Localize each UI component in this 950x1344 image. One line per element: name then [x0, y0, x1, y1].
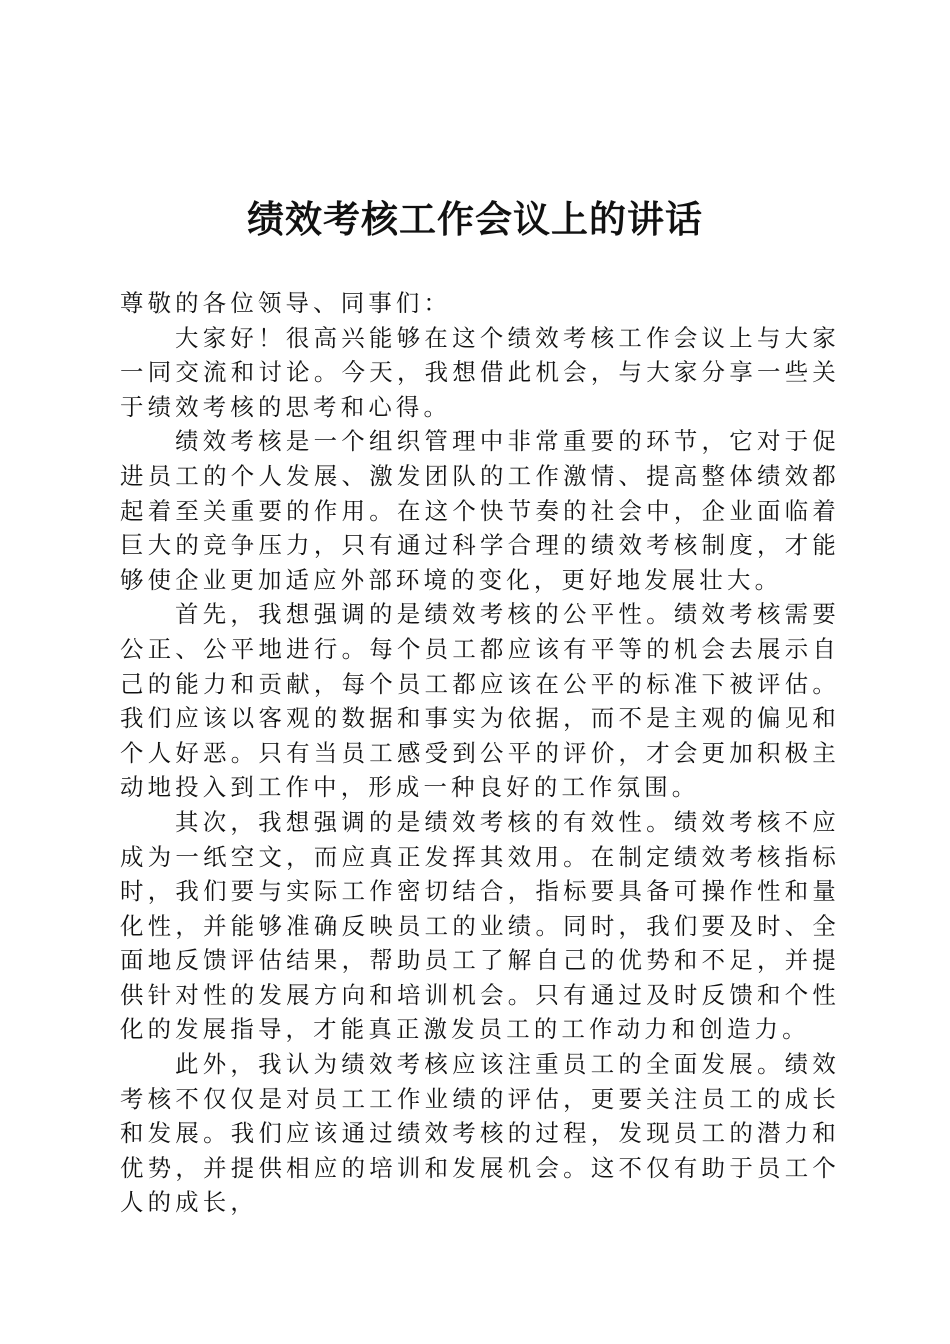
paragraph-1: 大家好！很高兴能够在这个绩效考核工作会议上与大家一同交流和讨论。今天，我想借此机会，与大家分享一些关于绩效考核的思考和心得。	[120, 323, 840, 421]
salutation: 尊敬的各位领导、同事们：	[120, 289, 452, 317]
document-body	[120, 286, 840, 1220]
paragraph-4: 其次，我想强调的是绩效考核的有效性。绩效考核不应成为一纸空文，而应真正发挥其效用。在制定绩效考核指标时，我们要与实际工作密切结合，指标要具备可操作性和量化性，并能够准确反映员工的业绩。同时，我们要及时、全面地反馈评估结果，帮助员工了解自己的优势和不足，并提供针对性的发展方向和培训机会。只有通过及时反馈和个性化的发展指导，才能真正激发员工的工作动力和创造力。	[120, 807, 840, 1044]
paragraph-5: 此外，我认为绩效考核应该注重员工的全面发展。绩效考核不仅仅是对员工工作业绩的评估，更要关注员工的成长和发展。我们应该通过绩效考核的过程，发现员工的潜力和优势，并提供相应的培训和发展机会。这不仅有助于员工个人的成长，	[120, 1050, 840, 1217]
paragraph-3: 首先，我想强调的是绩效考核的公平性。绩效考核需要公正、公平地进行。每个员工都应该有平等的机会去展示自己的能力和贡献，每个员工都应该在公平的标准下被评估。我们应该以客观的数据和事实为依据，而不是主观的偏见和个人好恶。只有当员工感受到公平的评价，才会更加积极主动地投入到工作中，形成一种良好的工作氛围。	[120, 600, 840, 802]
paragraph-2: 绩效考核是一个组织管理中非常重要的环节，它对于促进员工的个人发展、激发团队的工作激情、提高整体绩效都起着至关重要的作用。在这个快节奏的社会中，企业面临着巨大的竞争压力，只有通过科学合理的绩效考核制度，才能够使企业更加适应外部环境的变化，更好地发展壮大。	[120, 427, 840, 594]
document-title: 绩效考核工作会议上的讲话	[247, 197, 703, 241]
